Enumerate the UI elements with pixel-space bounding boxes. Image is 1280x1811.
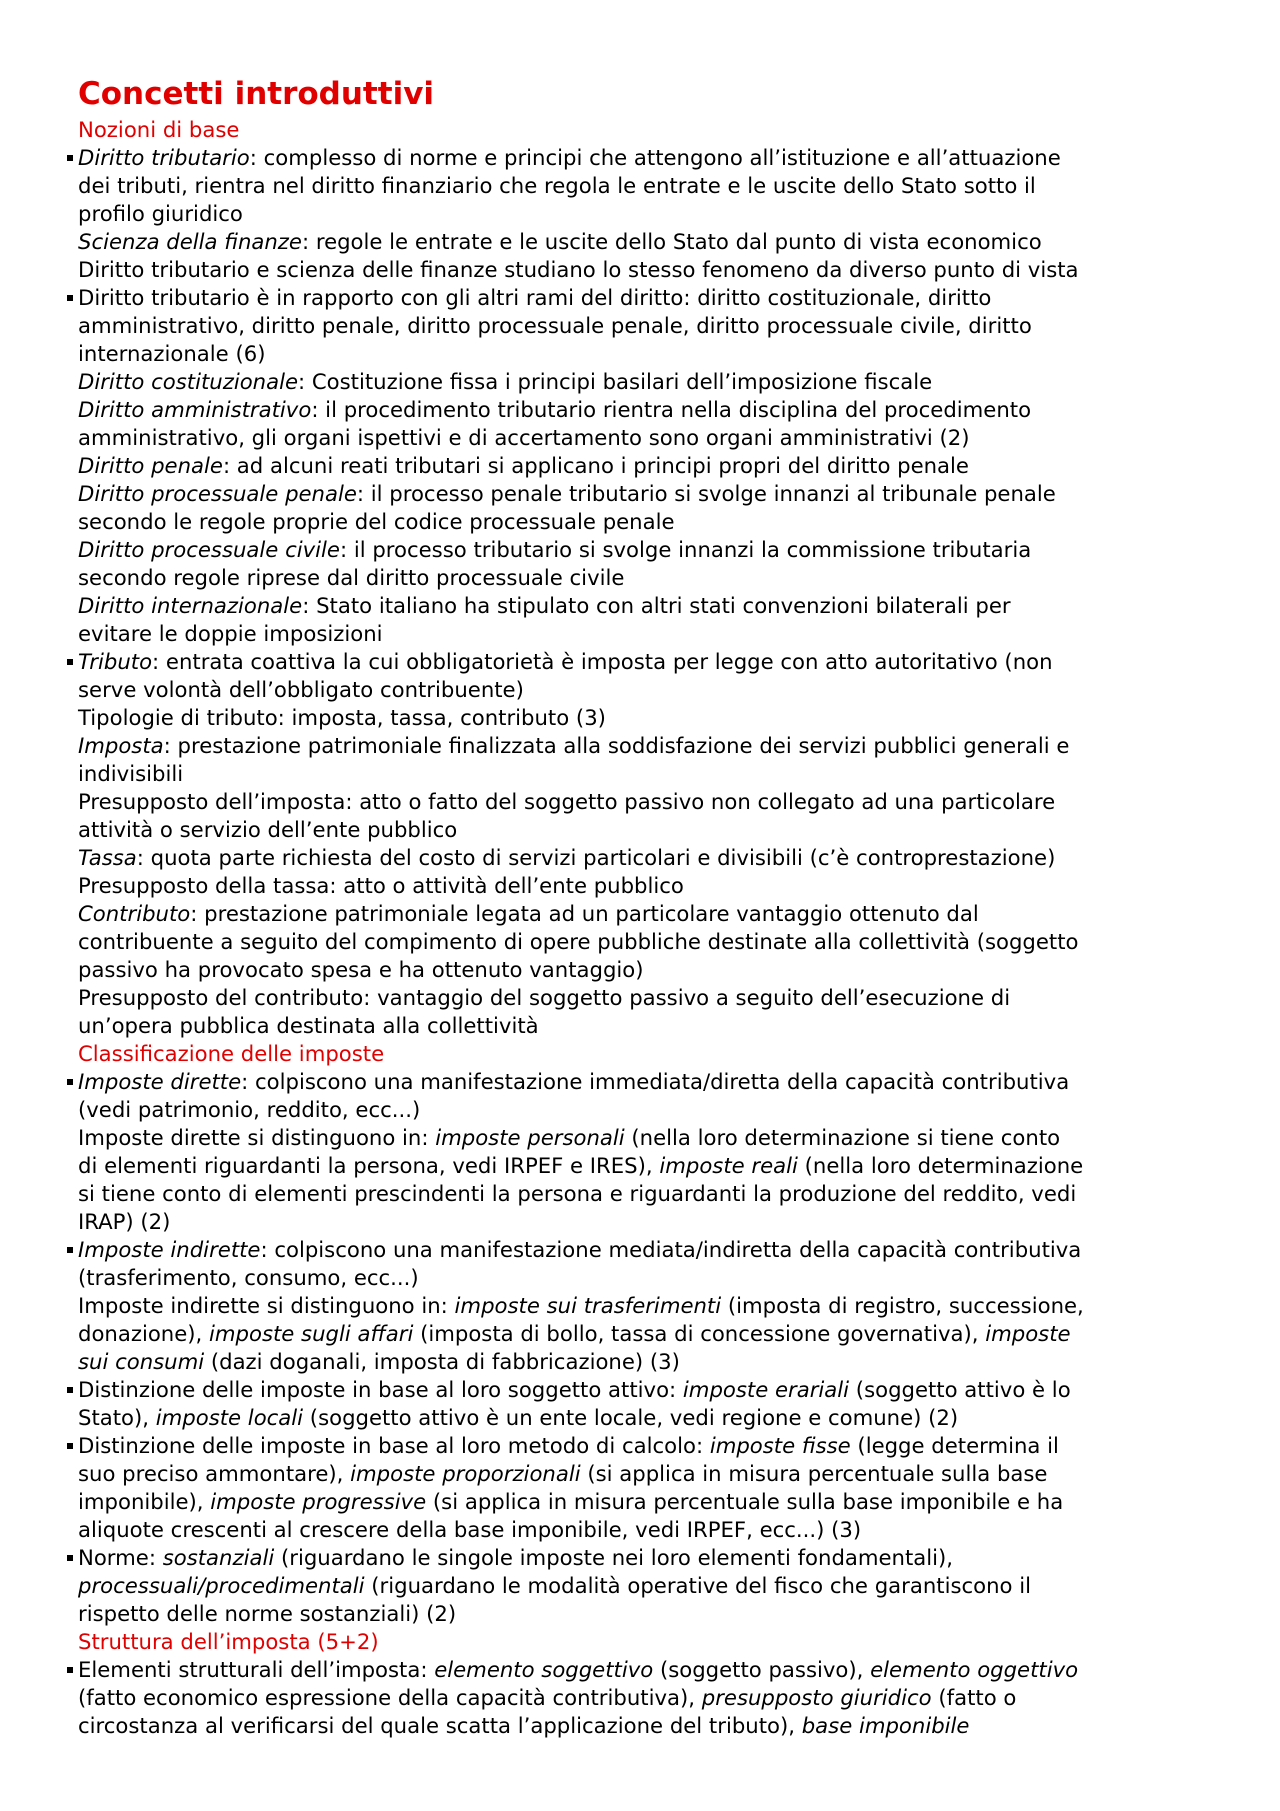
text-span: amministrativo, diritto penale, diritto processuale penale, diritto processuale civile, diritto bbox=[78, 313, 1032, 338]
text-span: internazionale (6) bbox=[78, 341, 266, 366]
text-span: secondo regole riprese dal diritto processuale civile bbox=[78, 565, 625, 590]
text-span: Presupposto dell’imposta: atto o fatto del soggetto passivo non collegato ad una particolare bbox=[78, 789, 1056, 814]
text-line bbox=[78, 1404, 1218, 1432]
text-span: Diritto tributario è in rapporto con gli altri rami del diritto: diritto costituzionale, diritto bbox=[78, 285, 992, 310]
text-line bbox=[78, 984, 1218, 1012]
text-span: (fatto o bbox=[931, 1685, 1017, 1710]
text-span: rispetto delle norme sostanziali) (2) bbox=[78, 1601, 457, 1626]
text-span: Presupposto del contributo: vantaggio del soggetto passivo a seguito dell’esecuzione di bbox=[78, 985, 1011, 1010]
text-span: profilo giuridico bbox=[78, 201, 243, 226]
text-span: imponibile), bbox=[78, 1489, 211, 1514]
text-span: : prestazione patrimoniale finalizzata alla soddisfazione dei servizi pubblici generali e bbox=[163, 733, 1070, 758]
italic-term: Contributo bbox=[78, 901, 191, 926]
bullet-item-line bbox=[78, 1068, 1218, 1096]
italic-term: elemento oggettivo bbox=[870, 1657, 1079, 1682]
text-line bbox=[78, 816, 1218, 844]
text-span: Diritto tributario e scienza delle finanze studiano lo stesso fenomeno da diverso punto di vista bbox=[78, 257, 1079, 282]
text-span: contribuente a seguito del compimento di opere pubbliche destinate alla collettività (soggetto bbox=[78, 929, 1079, 954]
italic-term: imposte locali bbox=[155, 1405, 304, 1430]
italic-term: processuali/procedimentali bbox=[78, 1573, 365, 1598]
text-span: : il processo penale tributario si svolge innanzi al tribunale penale bbox=[356, 481, 1056, 506]
italic-term: imposte progressive bbox=[210, 1489, 427, 1514]
text-span: (vedi patrimonio, reddito, ecc...) bbox=[78, 1097, 421, 1122]
text-span: : Stato italiano ha stipulato con altri stati convenzioni bilaterali per bbox=[302, 593, 1011, 618]
text-line bbox=[78, 844, 1218, 872]
italic-term: Diritto penale bbox=[78, 453, 223, 478]
bullet-item-line bbox=[78, 144, 1218, 172]
text-line bbox=[78, 340, 1218, 368]
italic-term: Imposte dirette bbox=[78, 1069, 242, 1094]
italic-term: base imponibile bbox=[801, 1713, 970, 1738]
text-line bbox=[78, 1012, 1218, 1040]
text-span: : il procedimento tributario rientra nella disciplina del procedimento bbox=[311, 397, 1032, 422]
italic-term: Imposte indirette bbox=[78, 1237, 261, 1262]
text-span: : ad alcuni reati tributari si applicano i principi propri del diritto penale bbox=[222, 453, 969, 478]
italic-term: Tassa bbox=[78, 845, 137, 870]
text-span: Imposte dirette si distinguono in: bbox=[78, 1125, 436, 1150]
text-line bbox=[78, 760, 1218, 788]
text-line bbox=[78, 1124, 1218, 1152]
text-span: donazione), bbox=[78, 1321, 209, 1346]
text-line bbox=[78, 564, 1218, 592]
text-span: (soggetto passivo), bbox=[653, 1657, 871, 1682]
text-line bbox=[78, 228, 1218, 256]
document-title: Concetti introduttivi bbox=[78, 76, 435, 112]
text-line bbox=[78, 172, 1218, 200]
text-span: : prestazione patrimoniale legata ad un particolare vantaggio ottenuto dal bbox=[190, 901, 979, 926]
text-span: (dazi doganali, imposta di fabbricazione) (3) bbox=[204, 1349, 680, 1374]
text-span: (legge determina il bbox=[850, 1433, 1059, 1458]
text-line bbox=[78, 200, 1218, 228]
italic-term: Diritto processuale penale bbox=[78, 481, 357, 506]
text-span: : il processo tributario si svolge innanzi la commissione tributaria bbox=[339, 537, 1032, 562]
text-span: (si applica in misura percentuale sulla base imponibile e ha bbox=[426, 1489, 1064, 1514]
italic-term: elemento soggettivo bbox=[434, 1657, 654, 1682]
text-span: Stato), bbox=[78, 1405, 156, 1430]
text-line bbox=[78, 1600, 1218, 1628]
text-span: (trasferimento, consumo, ecc...) bbox=[78, 1265, 419, 1290]
italic-term: presupposto giuridico bbox=[701, 1685, 932, 1710]
text-span: un’opera pubblica destinata alla collettività bbox=[78, 1013, 539, 1038]
italic-term: Diritto internazionale bbox=[78, 593, 303, 618]
text-span: (fatto economico espressione della capacità contributiva), bbox=[78, 1685, 702, 1710]
text-line bbox=[78, 396, 1218, 424]
text-line bbox=[78, 788, 1218, 816]
text-span: (imposta di bollo, tassa di concessione governativa), bbox=[413, 1321, 986, 1346]
text-line bbox=[78, 1460, 1218, 1488]
bullet-item-line bbox=[78, 1544, 1218, 1572]
text-line bbox=[78, 620, 1218, 648]
text-line bbox=[78, 1348, 1218, 1376]
text-span: si tiene conto di elementi prescindenti la persona e riguardanti la produzione del reddito, vedi bbox=[78, 1181, 1077, 1206]
text-span: evitare le doppie imposizioni bbox=[78, 621, 383, 646]
text-span: Tipologie di tributo: imposta, tassa, contributo (3) bbox=[78, 705, 606, 730]
text-span: Distinzione delle imposte in base al loro metodo di calcolo: bbox=[78, 1433, 710, 1458]
text-span: (soggetto attivo è lo bbox=[849, 1377, 1071, 1402]
text-span: Distinzione delle imposte in base al loro soggetto attivo: bbox=[78, 1377, 683, 1402]
text-line bbox=[78, 1684, 1218, 1712]
text-span: di elementi riguardanti la persona, vedi IRPEF e IRES), bbox=[78, 1153, 660, 1178]
text-line bbox=[78, 480, 1218, 508]
bullet-item-line bbox=[78, 648, 1218, 676]
text-span: Imposte indirette si distinguono in: bbox=[78, 1293, 455, 1318]
text-line bbox=[78, 732, 1218, 760]
italic-term: Diritto amministrativo bbox=[78, 397, 312, 422]
italic-term: Tributo bbox=[78, 649, 153, 674]
text-line bbox=[78, 1320, 1218, 1348]
text-line bbox=[78, 956, 1218, 984]
text-span: : colpiscono una manifestazione mediata/indiretta della capacità contributiva bbox=[260, 1237, 1082, 1262]
italic-term: Diritto costituzionale bbox=[78, 369, 298, 394]
section-heading-struttura: Struttura dell’imposta (5+2) bbox=[78, 1629, 379, 1654]
italic-term: imposte personali bbox=[435, 1125, 625, 1150]
text-line bbox=[78, 452, 1218, 480]
text-span: circostanza al verificarsi del quale scatta l’applicazione del tributo), bbox=[78, 1713, 802, 1738]
text-span: Elementi strutturali dell’imposta: bbox=[78, 1657, 435, 1682]
text-line bbox=[78, 256, 1218, 284]
bullet-item-line bbox=[78, 284, 1218, 312]
text-line bbox=[78, 704, 1218, 732]
text-span: (si applica in misura percentuale sulla base bbox=[580, 1461, 1048, 1486]
text-line bbox=[78, 1292, 1218, 1320]
text-line bbox=[78, 1572, 1218, 1600]
text-span: (soggetto attivo è un ente locale, vedi regione e comune) (2) bbox=[303, 1405, 959, 1430]
text-line bbox=[78, 312, 1218, 340]
text-line bbox=[78, 508, 1218, 536]
text-span: : Costituzione fissa i principi basilari dell’imposizione fiscale bbox=[298, 369, 933, 394]
text-span: (nella loro determinazione bbox=[797, 1153, 1084, 1178]
italic-term: Imposta bbox=[78, 733, 164, 758]
text-line bbox=[78, 1208, 1218, 1236]
text-line bbox=[78, 928, 1218, 956]
italic-term: imposte reali bbox=[659, 1153, 798, 1178]
italic-term: imposte sui trasferimenti bbox=[454, 1293, 722, 1318]
text-span: amministrativo, gli organi ispettivi e di accertamento sono organi amministrativi (2) bbox=[78, 425, 970, 450]
italic-term: sui consumi bbox=[78, 1349, 205, 1374]
text-span: (riguardano le modalità operative del fisco che garantiscono il bbox=[364, 1573, 1032, 1598]
text-span: (imposta di registro, successione, bbox=[721, 1293, 1084, 1318]
text-span: (nella loro determinazione si tiene conto bbox=[624, 1125, 1061, 1150]
text-line bbox=[78, 1516, 1218, 1544]
text-span: : colpiscono una manifestazione immediata/diretta della capacità contributiva bbox=[241, 1069, 1070, 1094]
text-span: : regole le entrate e le uscite dello Stato dal punto di vista economico bbox=[301, 229, 1042, 254]
text-line bbox=[78, 872, 1218, 900]
text-line bbox=[78, 424, 1218, 452]
text-span: IRAP) (2) bbox=[78, 1209, 171, 1234]
italic-term: imposte erariali bbox=[682, 1377, 850, 1402]
text-line bbox=[78, 1712, 1218, 1740]
text-span: : complesso di norme e principi che attengono all’istituzione e all’attuazione bbox=[249, 145, 1061, 170]
text-span: attività o servizio dell’ente pubblico bbox=[78, 817, 458, 842]
text-line bbox=[78, 900, 1218, 928]
text-line bbox=[78, 1488, 1218, 1516]
italic-term: imposte fisse bbox=[709, 1433, 851, 1458]
section-heading-classificazione: Classificazione delle imposte bbox=[78, 1041, 385, 1066]
text-line bbox=[78, 592, 1218, 620]
text-span: Norme: bbox=[78, 1545, 163, 1570]
text-line bbox=[78, 1096, 1218, 1124]
text-line bbox=[78, 676, 1218, 704]
italic-term: Diritto tributario bbox=[78, 145, 250, 170]
text-span: secondo le regole proprie del codice processuale penale bbox=[78, 509, 675, 534]
text-span: Presupposto della tassa: atto o attività dell’ente pubblico bbox=[78, 873, 684, 898]
bullet-item-line bbox=[78, 1236, 1218, 1264]
text-span: : quota parte richiesta del costo di servizi particolari e divisibili (c’è controprestazione) bbox=[136, 845, 1056, 870]
italic-term: imposte bbox=[985, 1321, 1071, 1346]
bullet-item-line bbox=[78, 1376, 1218, 1404]
text-span: indivisibili bbox=[78, 761, 184, 786]
italic-term: imposte proporzionali bbox=[350, 1461, 581, 1486]
section-heading-nozioni: Nozioni di base bbox=[78, 117, 240, 142]
italic-term: sostanziali bbox=[162, 1545, 275, 1570]
bullet-item-line bbox=[78, 1432, 1218, 1460]
text-span: passivo ha provocato spesa e ha ottenuto vantaggio) bbox=[78, 957, 644, 982]
text-span: dei tributi, rientra nel diritto finanziario che regola le entrate e le uscite dello Stato sotto il bbox=[78, 173, 1036, 198]
italic-term: Diritto processuale civile bbox=[78, 537, 340, 562]
text-span: serve volontà dell’obbligato contribuente) bbox=[78, 677, 524, 702]
text-line bbox=[78, 1264, 1218, 1292]
text-line bbox=[78, 1152, 1218, 1180]
text-span: : entrata coattiva la cui obbligatorietà è imposta per legge con atto autoritativo (non bbox=[152, 649, 1053, 674]
text-line bbox=[78, 1180, 1218, 1208]
text-line bbox=[78, 536, 1218, 564]
text-span: (riguardano le singole imposte nei loro elementi fondamentali), bbox=[274, 1545, 954, 1570]
italic-term: Scienza della finanze bbox=[78, 229, 302, 254]
text-span: suo preciso ammontare), bbox=[78, 1461, 351, 1486]
text-span: aliquote crescenti al crescere della base imponibile, vedi IRPEF, ecc...) (3) bbox=[78, 1517, 862, 1542]
bullet-item-line bbox=[78, 1656, 1218, 1684]
text-line bbox=[78, 368, 1218, 396]
italic-term: imposte sugli affari bbox=[209, 1321, 414, 1346]
document-page bbox=[78, 76, 1218, 1740]
